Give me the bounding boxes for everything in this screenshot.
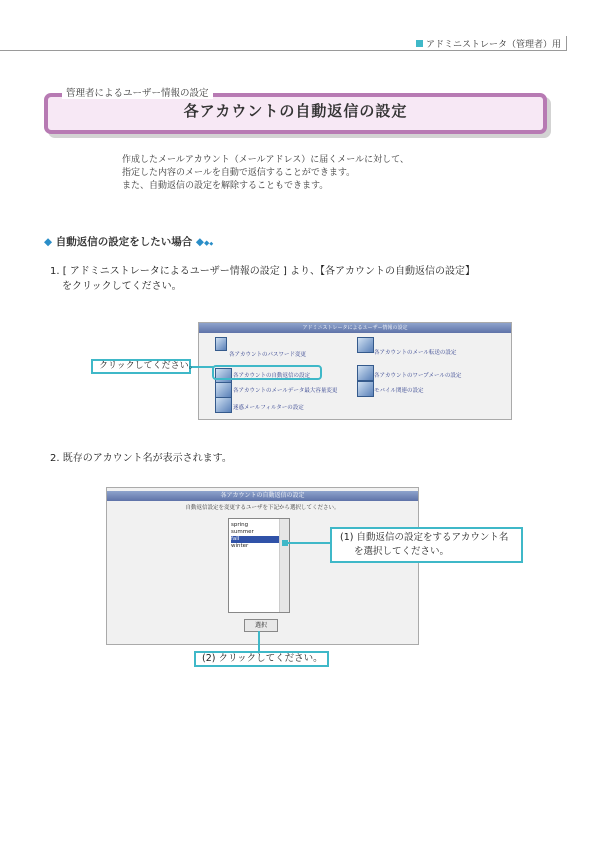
callout-connector xyxy=(286,542,330,544)
header-label: アドミニストレータ（管理者）用 xyxy=(416,37,561,50)
intro-text xyxy=(122,154,409,193)
diamond-icon: ◆ xyxy=(44,236,53,248)
section-subtitle: 管理者によるユーザー情報の設定 xyxy=(62,85,213,99)
section-heading xyxy=(44,234,213,249)
menu-item-spam-filter[interactable]: 迷惑メールフィルターの設定 xyxy=(233,405,304,411)
step-1-line2: をクリックしてください。 xyxy=(62,281,182,292)
listbox-scrollbar[interactable] xyxy=(279,519,289,612)
callout-line: (1) 自動返信の設定をするアカウント名 xyxy=(340,532,509,543)
callout-line: を選択してください。 xyxy=(354,546,450,557)
account-option[interactable]: winter xyxy=(231,543,249,549)
filter-icon xyxy=(215,397,232,413)
menu-item-forward[interactable]: 各アカウントのメール転送の設定 xyxy=(374,350,457,356)
menu-item-mobile[interactable]: モバイル関連の設定 xyxy=(374,388,424,394)
select-button[interactable]: 選択 xyxy=(244,619,278,632)
step-1-line1: 1. [ アドミニストレータによるユーザー情報の設定 ] より、【各アカウントの自動返信の設定】 xyxy=(50,266,475,277)
account-listbox[interactable] xyxy=(228,518,290,613)
mobile-icon xyxy=(357,381,374,397)
form-instruction: 自動返信設定を変更するユーザを下記から選択してください。 xyxy=(185,505,340,511)
menu-item-warp-mail[interactable]: 各アカウントのワープメールの設定 xyxy=(374,373,462,379)
form-title-bar: 各アカウントの自動返信の設定 xyxy=(107,491,418,501)
step-1 xyxy=(50,264,475,294)
forward-icon xyxy=(357,337,374,353)
account-option[interactable]: summer xyxy=(231,529,254,535)
section-heading-text: 自動返信の設定をしたい場合 xyxy=(55,236,193,248)
square-icon xyxy=(416,40,423,47)
menu-title-bar: アドミニストレータによるユーザー情報の設定 xyxy=(199,323,511,333)
intro-line: 作成したメールアカウント（メールアドレス）に届くメールに対して、 xyxy=(122,155,409,165)
header-rule-end xyxy=(566,36,567,51)
account-option[interactable]: spring xyxy=(231,522,249,528)
account-option-selected[interactable]: fall xyxy=(231,536,285,543)
callout-click: クリックしてください。 xyxy=(91,359,191,374)
header-rule xyxy=(0,50,567,51)
diamond-icon: ◆ xyxy=(195,236,204,248)
callout-click-button: (2) クリックしてください。 xyxy=(194,651,329,667)
key-icon xyxy=(215,337,227,351)
highlight-frame xyxy=(212,365,322,380)
storage-icon xyxy=(215,382,232,398)
diamond-icon-tiny: ◆ xyxy=(209,241,214,247)
callout-connector xyxy=(258,631,260,652)
screenshot-account-select xyxy=(106,487,419,645)
page-title: 各アカウントの自動返信の設定 xyxy=(183,102,408,120)
callout-select-account xyxy=(330,527,523,563)
menu-item-password[interactable]: 各アカウントのパスワード変更 xyxy=(229,352,306,358)
menu-item-auto-reply[interactable]: 各アカウントの自動返信の設定 xyxy=(233,373,310,379)
diamond-icon-small: ◆ xyxy=(203,239,210,247)
menu-item-storage[interactable]: 各アカウントのメールデータ最大容量変更 xyxy=(233,388,338,394)
intro-line: また、自動返信の設定を解除することもできます。 xyxy=(122,181,329,191)
screenshot-admin-menu xyxy=(198,322,512,420)
step-2: 2. 既存のアカウント名が表示されます。 xyxy=(50,453,232,464)
warp-mail-icon xyxy=(357,365,374,381)
intro-line: 指定した内容のメールを自動で返信することができます。 xyxy=(122,168,356,178)
